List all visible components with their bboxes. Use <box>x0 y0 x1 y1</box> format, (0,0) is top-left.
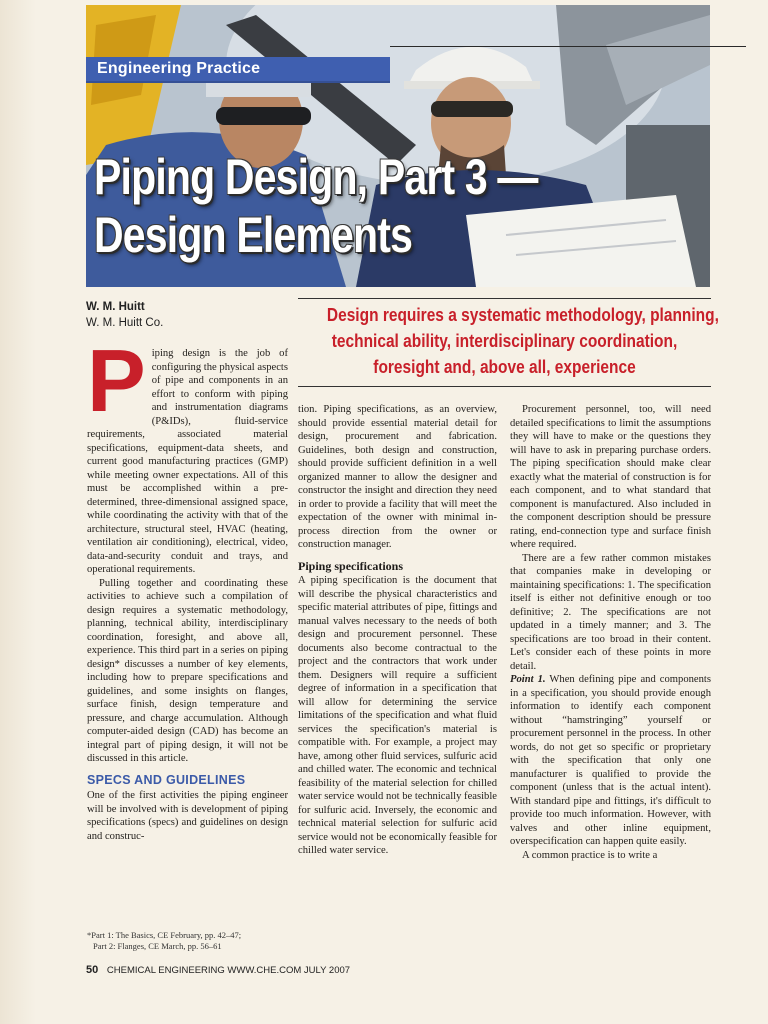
paragraph: A common practice is to write a <box>522 849 658 861</box>
paragraph: Pulling together and coordinating these activities to achieve such a compilation of design requires a systematic methodology, planning, technical ability, interdisciplinary coordination, foresight, and above all, experience. This third part in a series on piping design* discusses a number of key elements, including how to prepare specifications and guidelines, and some insights on flanges, surface finish, design temperature and pressure, and charge accumulation. Although computer-aided design (CAD) has become an integral part of piping design, it will not be discussed in this article. <box>87 577 288 764</box>
section-tab-rule <box>390 46 746 47</box>
footnote-line-1: *Part 1: The Basics, CE February, pp. 42–47; <box>87 930 242 940</box>
footer-text: CHEMICAL ENGINEERING WWW.CHE.COM JULY 2007 <box>106 965 351 976</box>
section-heading: SPECS AND GUIDELINES <box>87 772 246 787</box>
deck <box>298 302 719 380</box>
paragraph: A piping specification is the document that will describe the physical characteristics and specific material attributes of pipe, fittings and manual valves necessary to the needs of both design and procurement personnel. These documents also become contractual to the project and the contractors that work under them. Designers will require a sufficient degree of information in a specification that will allow for determining the service limitations of the specification and what fluid services the specification's material is compatible with. For example, a project may have, among other fluid services, sulfuric acid and chilled water. The economic and technical feasibility of the material selection for chilled water service would not be technically feasible for sulfuric acid. Inversely, the economic and technical material selection for sulfuric acid service would not be economically feasible for chilled water service. <box>298 575 497 856</box>
paragraph: One of the first activities the piping engineer will be involved with is development of piping specifications (specs) and guidelines on design and construc- <box>87 790 288 842</box>
footnote <box>87 930 292 952</box>
page-number: 50 <box>86 964 99 976</box>
subsection-heading: Piping specifications <box>298 558 404 573</box>
point-text: When defining pipe and components in a specification, you should provide enough information to identify each component without “hamstringing” yourself or procurement personnel in the process. In other words, do not get so specific or proprietary with the specification that only one manufacturer is qualified to provide the component (unless that is the actual intent). With standard pipe and fittings, it's difficult to provide too much information. However, with valves and other inline equipment, overspecification can happen quite easily. <box>510 674 711 847</box>
paragraph: Procurement personnel, too, will need detailed specifications to limit the assumptions they will have to make or the questions they will have to ask in preparing purchase orders. The piping specification should make clear exactly what the material of construction is for each component, and to what standard that component is manufactured. Also included in the component description should be pressure rating, end-connection type and surface finish where required. <box>510 404 711 550</box>
section-tab <box>86 57 390 83</box>
headline-line-2: Design Elements <box>94 207 413 263</box>
deck-line-1: Design requires a systematic methodology, planning, <box>326 305 719 325</box>
paragraph: tion. Piping specifications, as an overview, should provide essential material detail for design, procurement and fabrication. Guidelines, both design and construction, should provide sufficient definition in a well organized manner to allow the designer and constructor the insight and direction they need in order to provide a facility that will meet the expectation of the owner with minimal in-process direction from the owner or construction manager. <box>298 404 497 550</box>
body-column-2 <box>298 403 497 858</box>
author-block <box>86 299 163 331</box>
footnote-line-2: Part 2: Flanges, CE March, pp. 56–61 <box>93 941 222 951</box>
author-company: W. M. Huitt Co. <box>86 317 164 329</box>
point-label: Point 1. <box>510 674 546 685</box>
headline-line-1: Piping Design, Part 3 — <box>94 149 538 205</box>
paragraph: There are a few rather common mistakes that companies make in developing or maintaining specifications: 1. The specification itself is either not definitive enough or too definitive; 2. The specifications are not updated in a timely manner; and 3. The specifications are too broad in their content. Let's consider each of these points in more detail. <box>510 552 711 672</box>
paragraph: iping design is the job of configuring the physical aspects of pipe and components in an effort to conform with piping and instrumentation diagrams (P&IDs), fluid-service requirements, associated material specifications, equipment-data sheets, and current good manufacturing practices (GMP) while meeting owner expectations. All of this must be accomplished within a pre-determined, three-dimensional assigned space, while coordinating the activity with that of the architecture, structural steel, HVAC (heating, ventilation air conditioning), electrical, video, data-and-security conduit and trays, and operational requirements. <box>87 348 288 575</box>
author-name: W. M. Huitt <box>86 301 145 313</box>
headline <box>94 148 602 264</box>
deck-rule-top <box>298 298 711 299</box>
deck-rule-bottom <box>298 386 711 387</box>
page-gutter <box>0 0 36 1024</box>
paragraph <box>510 673 711 849</box>
deck-line-2: technical ability, interdisciplinary coordination, <box>331 331 678 351</box>
deck-line-3: foresight and, above all, experience <box>373 357 636 377</box>
body-column-3 <box>510 403 711 862</box>
section-label: Engineering Practice <box>97 60 261 77</box>
drop-cap: P <box>87 331 146 430</box>
page-footer <box>86 964 350 976</box>
body-column-1 <box>87 331 288 843</box>
